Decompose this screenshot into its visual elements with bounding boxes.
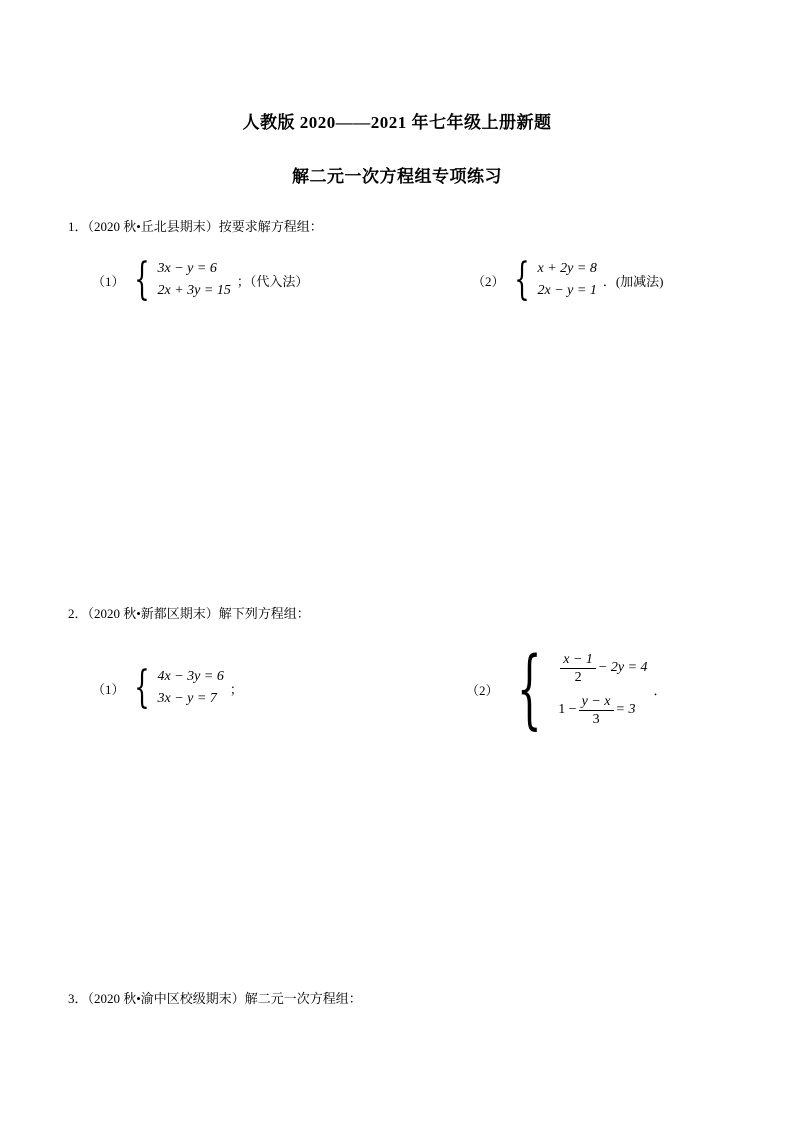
part-label: （2） — [466, 682, 499, 698]
fraction-denominator: 3 — [592, 711, 600, 727]
brace-symbol: { — [133, 662, 150, 713]
question-1-part-2 — [472, 254, 664, 305]
brace-symbol: { — [133, 254, 150, 305]
equation-line: 3x − y = 7 — [157, 691, 217, 706]
equation-system — [128, 662, 224, 713]
fraction-numerator: x − 1 — [560, 651, 596, 669]
equation-lead: 1 − — [558, 702, 577, 717]
fraction — [579, 693, 614, 728]
question-1-heading: 1．（2020 秋•丘北县期末）按要求解方程组： — [68, 219, 323, 234]
equation-line — [558, 689, 647, 731]
method-note: ；（代入法） — [236, 273, 309, 289]
fraction — [560, 651, 596, 686]
brace-symbol: { — [513, 254, 530, 305]
fraction-denominator: 2 — [574, 669, 582, 685]
question-3-heading: 3．（2020 秋•渝中区校级期末）解二元一次方程组： — [68, 991, 362, 1006]
equation-line: 2x − y = 1 — [537, 283, 597, 298]
punctuation: ． — [653, 682, 667, 698]
equation-rest: − 2y = 4 — [597, 660, 648, 675]
equation-line: 2x + 3y = 15 — [157, 283, 231, 298]
equation-system — [508, 254, 597, 305]
question-2-part-2 — [466, 639, 667, 739]
equation-line: 4x − 3y = 6 — [157, 669, 224, 684]
equation-system — [502, 639, 648, 739]
punctuation: ； — [229, 681, 243, 697]
equation-line — [558, 647, 647, 689]
method-note: ．(加减法) — [602, 273, 664, 289]
question-2-heading: 2．（2020 秋•新都区期末）解下列方程组： — [68, 606, 310, 621]
equation-line: 3x − y = 6 — [157, 261, 217, 276]
equation-rest: = 3 — [615, 702, 636, 717]
document-subtitle: 解二元一次方程组专项练习 — [292, 167, 502, 186]
question-1-part-1 — [92, 254, 309, 305]
part-label: （1） — [92, 681, 125, 697]
part-label: （2） — [472, 273, 505, 289]
question-2-part-1 — [92, 662, 243, 713]
fraction-numerator: y − x — [579, 693, 614, 711]
equation-line: x + 2y = 8 — [537, 261, 597, 276]
equation-system — [128, 254, 231, 305]
brace-symbol: { — [516, 639, 542, 739]
part-label: （1） — [92, 273, 125, 289]
document-title: 人教版 2020——2021 年七年级上册新题 — [242, 113, 552, 132]
